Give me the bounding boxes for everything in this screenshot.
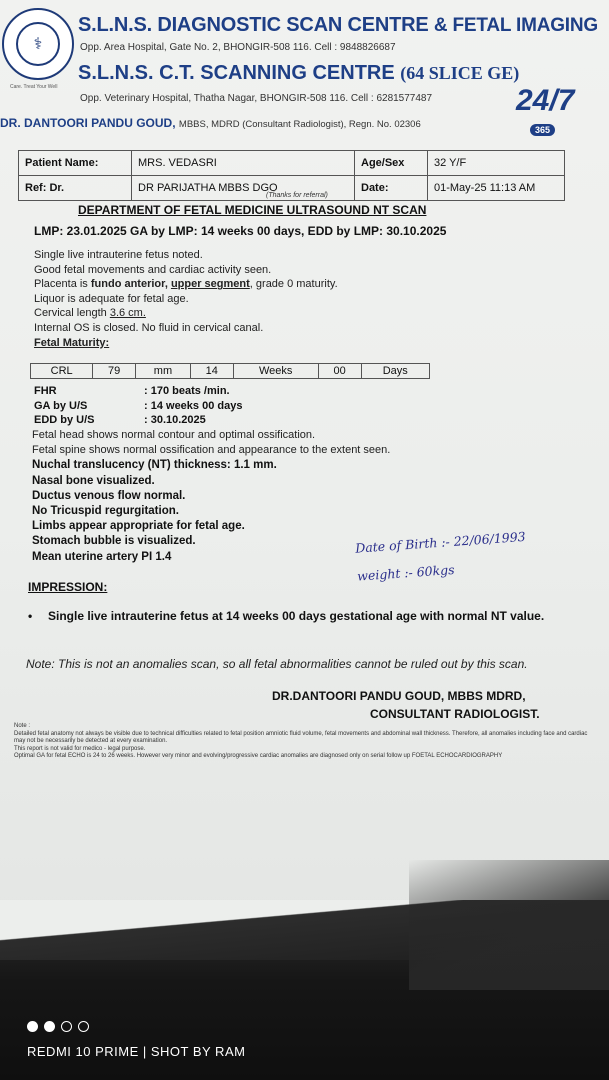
camera-watermark: REDMI 10 PRIME | SHOT BY RAM: [27, 1044, 246, 1059]
fine-print-p2: This report is not valid for medico - legal purpose.: [14, 745, 146, 752]
impression-block: [28, 608, 588, 625]
dot-filled: [44, 1021, 55, 1032]
crl-weeks: 14: [190, 364, 233, 379]
badge-number: 24/7: [516, 84, 575, 117]
lmp-line: LMP: 23.01.2025 GA by LMP: 14 weeks 00 days, EDD by LMP: 30.10.2025: [34, 224, 447, 238]
obs-nt-thickness: Nuchal translucency (NT) thickness: 1.1 mm.: [32, 459, 277, 472]
doctor-name: DR. DANTOORI PANDU GOUD,: [0, 116, 176, 130]
fhr-key: FHR: [34, 385, 57, 397]
obs-nasal-bone: Nasal bone visualized.: [32, 474, 155, 487]
ga-us-key: GA by U/S: [34, 399, 88, 412]
age-sex-label: Age/Sex: [355, 151, 428, 176]
obs-ductus-venous: Ductus venous flow normal.: [32, 489, 186, 502]
finding-liquor: Liquor is adequate for fetal age.: [34, 292, 189, 305]
finding-cervix: [34, 306, 338, 321]
thanks-for-referral: (Thanks for referral): [266, 192, 328, 199]
camera-dots-icon: [27, 1021, 89, 1032]
fhr-row: [34, 384, 242, 399]
ga-us-row: [34, 399, 242, 414]
edd-us-row: [34, 413, 242, 428]
placenta-grade: , grade 0 maturity.: [249, 278, 338, 291]
crl-days: 00: [318, 364, 361, 379]
doctor-header: [0, 116, 421, 130]
vitals-block: [34, 384, 242, 428]
fine-print: [14, 723, 599, 761]
patient-name-label: Patient Name:: [19, 151, 132, 176]
crl-unit: mm: [136, 364, 191, 379]
placenta-prefix: Placenta is: [34, 278, 91, 291]
obs-limbs: Limbs appear appropriate for fetal age.: [32, 520, 245, 533]
cervix-length: 3.6 cm.: [109, 307, 146, 320]
fine-print-p3: Optimal GA for fetal ECHO is 24 to 26 weeks. However very minor and evolving/progressive cardiac anomalies are diagnosed only on serial follow up FOETAL ECHOCARDIOGRAPHY: [14, 753, 503, 759]
centre-logo: [2, 8, 74, 80]
obs-tricuspid: No Tricuspid regurgitation.: [32, 505, 179, 518]
crl-days-label: Days: [361, 364, 429, 379]
doctor-quals: MBBS, MDRD (Consultant Radiologist), Regn. No. 02306: [178, 119, 421, 130]
bullet-icon: •: [28, 609, 33, 623]
date-label: Date:: [355, 176, 428, 201]
ref-dr-label: Ref: Dr.: [19, 176, 132, 201]
handwritten-dob: Date of Birth :- 22/06/1993: [354, 528, 527, 556]
obs-fetal-spine: Fetal spine shows normal ossification and appearance to the extent seen.: [32, 444, 391, 457]
crl-label: CRL: [31, 364, 93, 379]
fine-print-p1: Detailed fetal anatomy not always be visible due to technical difficulties related to fetal position amniotic fluid volume, fetal movements and abdominal wall thickness. Therefore, all anomalies including face and cardiac may not be necessarily be detected at every examination.: [14, 730, 588, 744]
centre-name-main: S.L.N.S. DIAGNOSTIC SCAN CENTRE: [78, 14, 429, 36]
edd-us-value: : 30.10.2025: [144, 414, 206, 426]
patient-name: MRS. VEDASRI: [132, 151, 355, 176]
logo-tagline: Care. Treat Your Well: [10, 84, 58, 90]
ct-address: Opp. Veterinary Hospital, Thatha Nagar, BHONGIR-508 116. Cell : 6281577487: [80, 93, 433, 104]
centre-name: [78, 14, 598, 37]
crl-table: [30, 363, 430, 379]
centre-name-suffix: & FETAL IMAGING: [433, 15, 598, 36]
badge-365: 365: [530, 124, 555, 136]
dot-empty: [78, 1021, 89, 1032]
signature-name: DR.DANTOORI PANDU GOUD, MBBS MDRD,: [272, 689, 526, 703]
obs-stomach-bubble: Stomach bubble is visualized.: [32, 535, 196, 548]
crl-value: 79: [93, 364, 136, 379]
age-sex: 32 Y/F: [428, 151, 565, 176]
dot-empty: [61, 1021, 72, 1032]
centre-address: Opp. Area Hospital, Gate No. 2, BHONGIR-508 116. Cell : 9848826687: [80, 42, 396, 53]
placenta-position: fundo anterior,: [90, 278, 171, 291]
fetal-maturity-heading: Fetal Maturity:: [34, 336, 110, 349]
shadow: [409, 860, 609, 990]
obs-fetal-head: Fetal head shows normal contour and optimal ossification.: [32, 429, 316, 441]
finding-movements: Good fetal movements and cardiac activity seen.: [34, 263, 272, 276]
impression-heading: IMPRESSION:: [28, 580, 108, 594]
fine-print-title: Note :: [14, 723, 31, 729]
handwritten-note: [354, 517, 607, 590]
ct-centre-name: [78, 62, 519, 85]
finding-placenta: [34, 277, 338, 292]
findings-block: [34, 248, 338, 350]
signature-title: CONSULTANT RADIOLOGIST.: [370, 707, 540, 721]
placenta-segment: upper segment: [170, 278, 250, 291]
edd-us-key: EDD by U/S: [34, 414, 95, 426]
handwritten-weight: weight :- 60kgs: [356, 561, 455, 584]
ct-name-suffix: (64 SLICE GE): [400, 63, 520, 83]
obs-uterine-artery-pi: Mean uterine artery PI 1.4: [32, 550, 172, 563]
fhr-value: : 170 beats /min.: [144, 385, 230, 397]
observations-block: [32, 428, 390, 565]
ct-name-main: S.L.N.S. C.T. SCANNING CENTRE: [78, 62, 395, 84]
finding-fetus: Single live intrauterine fetus noted.: [34, 249, 203, 261]
impression-text: Single live intrauterine fetus at 14 weeks 00 days gestational age with normal NT value.: [48, 609, 545, 623]
dot-filled: [27, 1021, 38, 1032]
logo-emblem-icon: ⚕: [16, 22, 60, 66]
anomaly-note: Note: This is not an anomalies scan, so all fetal abnormalities cannot be ruled out by this scan.: [26, 657, 528, 671]
finding-internal-os: Internal OS is closed. No fluid in cervical canal.: [34, 321, 264, 334]
ga-us-value: : 14 weeks 00 days: [144, 399, 243, 412]
cervix-prefix: Cervical length: [34, 307, 110, 320]
badge-24-7: [516, 84, 592, 144]
report-date: 01-May-25 11:13 AM: [428, 176, 565, 201]
department-title: DEPARTMENT OF FETAL MEDICINE ULTRASOUND NT SCAN: [78, 203, 427, 217]
crl-weeks-label: Weeks: [233, 364, 318, 379]
ref-doctor: DR PARIJATHA MBBS DGO: [132, 176, 355, 201]
